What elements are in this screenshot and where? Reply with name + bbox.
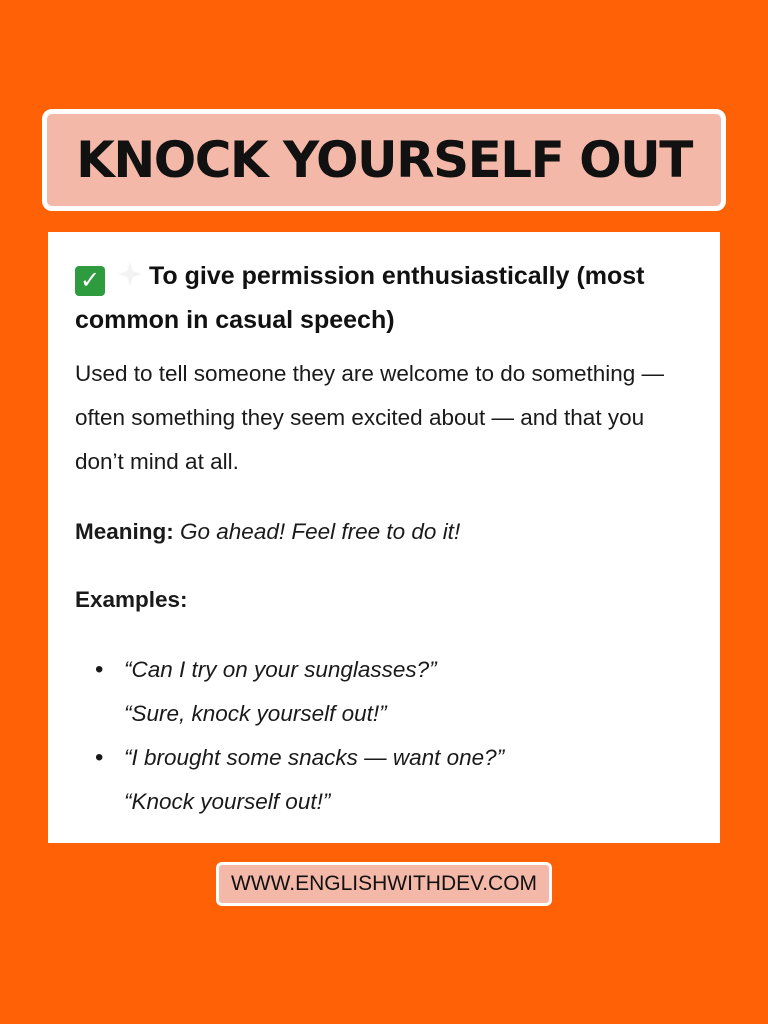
meaning-label: Meaning: — [75, 519, 174, 544]
page-title: KNOCK YOURSELF OUT — [76, 131, 692, 189]
example-item — [95, 736, 692, 824]
meaning-text: Go ahead! Feel free to do it! — [180, 519, 461, 544]
bullet-icon: • — [95, 744, 104, 771]
example-item — [95, 648, 692, 736]
example-answer: “Knock yourself out!” — [124, 789, 331, 814]
meaning-row — [75, 510, 692, 554]
definition-description: Used to tell someone they are welcome to do something — often something they seem excited about — and that you don’t mind at all. — [75, 361, 665, 474]
content-card — [48, 232, 720, 843]
website-link[interactable]: WWW.ENGLISHWITHDEV.COM — [230, 872, 538, 895]
example-answer: “Sure, knock yourself out!” — [124, 701, 387, 726]
example-question: “I brought some snacks — want one?” — [124, 745, 505, 770]
definition-heading-text: To give permission enthusiastically (most common in casual speech) — [75, 262, 645, 334]
website-badge[interactable] — [216, 862, 552, 906]
example-question: “Can I try on your sunglasses?” — [124, 657, 437, 682]
examples-list — [75, 648, 692, 824]
title-banner — [42, 109, 726, 211]
check-mark-icon: ✓ — [75, 266, 105, 296]
sparkle-icon — [111, 259, 149, 289]
definition-heading — [75, 254, 692, 342]
examples-label: Examples: — [75, 587, 188, 612]
bullet-icon: • — [95, 656, 104, 683]
